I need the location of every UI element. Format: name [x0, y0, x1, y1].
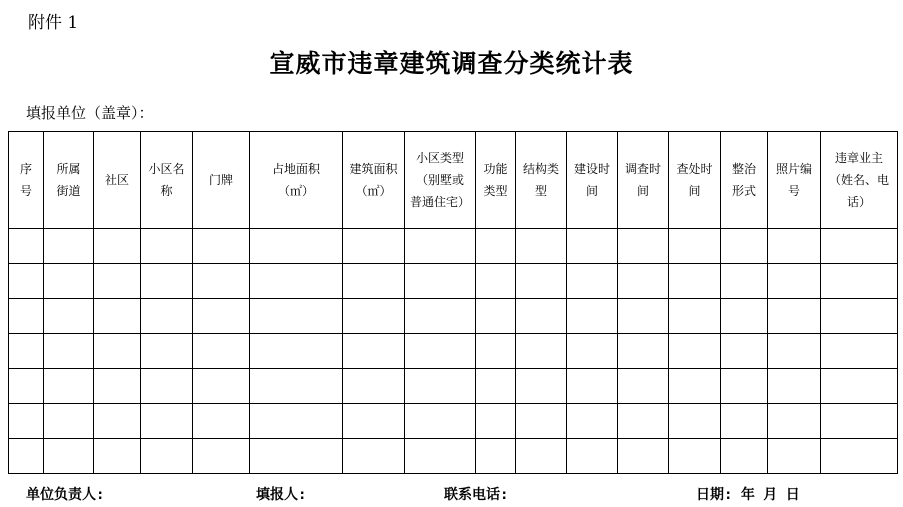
table-row	[9, 369, 898, 404]
column-header-line: 查处时	[676, 162, 713, 176]
table-cell	[618, 404, 669, 439]
table-cell	[516, 369, 567, 404]
statistics-table	[8, 131, 898, 474]
table-cell	[721, 404, 768, 439]
table-cell	[44, 229, 94, 264]
column-header-line: 间	[585, 184, 598, 198]
table-cell	[9, 334, 44, 369]
table-cell	[94, 334, 141, 369]
table-cell	[768, 229, 821, 264]
table-cell	[567, 404, 618, 439]
column-header-line: 整治	[731, 162, 756, 176]
table-cell	[250, 369, 343, 404]
column-header-line: 小区类型	[415, 151, 464, 165]
attachment-label: 附件 1	[28, 13, 79, 33]
table-cell	[44, 439, 94, 474]
column-header	[141, 132, 193, 229]
table-cell	[44, 264, 94, 299]
column-header	[94, 132, 141, 229]
column-header-line: 调查时	[624, 162, 661, 176]
table-cell	[821, 264, 898, 299]
column-header	[476, 132, 516, 229]
column-header	[669, 132, 721, 229]
table-cell	[44, 404, 94, 439]
table-cell	[567, 334, 618, 369]
table-cell	[476, 299, 516, 334]
table-cell	[821, 299, 898, 334]
table-cell	[476, 229, 516, 264]
table-cell	[768, 404, 821, 439]
table-header-row	[9, 132, 898, 229]
table-cell	[193, 439, 250, 474]
table-cell	[193, 264, 250, 299]
table-cell	[821, 334, 898, 369]
table-cell	[768, 334, 821, 369]
table-cell	[250, 229, 343, 264]
table-cell	[567, 299, 618, 334]
table-cell	[476, 404, 516, 439]
table-cell	[405, 229, 476, 264]
column-header-line: 建筑面积	[349, 162, 398, 176]
document-title: 宣威市违章建筑调查分类统计表	[269, 49, 634, 78]
table-cell	[567, 369, 618, 404]
table-cell	[618, 439, 669, 474]
column-header	[343, 132, 405, 229]
table-cell	[669, 404, 721, 439]
table-cell	[193, 334, 250, 369]
table-cell	[476, 439, 516, 474]
table-cell	[141, 334, 193, 369]
table-cell	[669, 439, 721, 474]
column-header-line: 称	[160, 184, 173, 198]
table-cell	[618, 299, 669, 334]
table-cell	[44, 334, 94, 369]
table-cell	[669, 264, 721, 299]
table-cell	[516, 229, 567, 264]
column-header-line: 话）	[846, 195, 871, 209]
table-cell	[669, 369, 721, 404]
table-row	[9, 404, 898, 439]
table-cell	[618, 334, 669, 369]
column-header	[44, 132, 94, 229]
table-cell	[405, 369, 476, 404]
column-header	[821, 132, 898, 229]
table-cell	[250, 264, 343, 299]
table-cell	[250, 439, 343, 474]
table-cell	[94, 369, 141, 404]
table-cell	[476, 369, 516, 404]
table-cell	[618, 369, 669, 404]
table-cell	[721, 264, 768, 299]
column-header	[516, 132, 567, 229]
table-cell	[405, 334, 476, 369]
table-cell	[250, 404, 343, 439]
column-header-line: 街道	[56, 184, 81, 198]
table-cell	[618, 229, 669, 264]
table-cell	[44, 299, 94, 334]
table-cell	[618, 264, 669, 299]
column-header-line: 违章业主	[834, 151, 883, 165]
column-header-line: 功能	[483, 162, 508, 176]
table-cell	[193, 229, 250, 264]
date-label: 日期: 年 月 日	[696, 487, 800, 503]
table-cell	[193, 404, 250, 439]
table-cell	[94, 404, 141, 439]
table-cell	[516, 264, 567, 299]
table-cell	[405, 439, 476, 474]
table-cell	[141, 229, 193, 264]
column-header-line: 类型	[483, 184, 508, 198]
column-header	[721, 132, 768, 229]
column-header-line: 间	[688, 184, 701, 198]
table-cell	[9, 439, 44, 474]
table-cell	[821, 439, 898, 474]
filler-label: 填报人:	[256, 487, 307, 503]
column-header-line: 小区名	[148, 162, 185, 176]
table-cell	[768, 299, 821, 334]
table-cell	[821, 404, 898, 439]
table-cell	[516, 439, 567, 474]
table-row	[9, 299, 898, 334]
table-cell	[721, 334, 768, 369]
column-header-line: （别墅或	[415, 173, 464, 187]
column-header-line: 门牌	[208, 173, 233, 187]
column-header-line: 号	[19, 184, 32, 198]
signature-footer	[0, 484, 903, 504]
table-cell	[405, 264, 476, 299]
table-cell	[768, 439, 821, 474]
table-row	[9, 264, 898, 299]
table-row	[9, 229, 898, 264]
table-cell	[141, 369, 193, 404]
table-cell	[476, 334, 516, 369]
column-header-line: 序	[19, 162, 32, 176]
table-cell	[94, 299, 141, 334]
table-cell	[721, 439, 768, 474]
column-header	[405, 132, 476, 229]
table-cell	[721, 369, 768, 404]
table-cell	[343, 334, 405, 369]
table-cell	[141, 404, 193, 439]
table-cell	[193, 369, 250, 404]
table-cell	[476, 264, 516, 299]
column-header	[9, 132, 44, 229]
column-header-line: （㎡）	[355, 184, 392, 198]
table-cell	[9, 264, 44, 299]
table-cell	[9, 404, 44, 439]
table-cell	[141, 264, 193, 299]
column-header-line: 所属	[56, 162, 81, 176]
column-header-line: 普通住宅）	[409, 195, 470, 209]
table-cell	[768, 369, 821, 404]
column-header-line: （㎡）	[277, 184, 314, 198]
responsible-person-label: 单位负责人:	[26, 487, 105, 503]
column-header	[193, 132, 250, 229]
table-cell	[343, 299, 405, 334]
table-cell	[669, 229, 721, 264]
table-cell	[343, 369, 405, 404]
reporting-unit-label: 填报单位（盖章）：	[26, 104, 154, 122]
table-cell	[9, 369, 44, 404]
column-header	[567, 132, 618, 229]
table-cell	[250, 299, 343, 334]
column-header-line: 号	[787, 184, 800, 198]
table-cell	[141, 299, 193, 334]
column-header	[618, 132, 669, 229]
column-header-line: 形式	[731, 184, 756, 198]
column-header	[250, 132, 343, 229]
table-cell	[250, 334, 343, 369]
table-cell	[721, 299, 768, 334]
column-header-line: 结构类	[522, 162, 559, 176]
contact-phone-label: 联系电话:	[444, 487, 509, 503]
table-cell	[44, 369, 94, 404]
table-cell	[193, 299, 250, 334]
column-header-line: 照片编	[775, 162, 812, 176]
column-header-line: 社区	[104, 173, 129, 187]
table-cell	[9, 299, 44, 334]
table-cell	[669, 334, 721, 369]
column-header	[768, 132, 821, 229]
table-row	[9, 439, 898, 474]
table-cell	[94, 229, 141, 264]
table-cell	[343, 439, 405, 474]
column-header-line: 占地面积	[271, 162, 320, 176]
column-header-line: 建设时	[573, 162, 610, 176]
table-cell	[94, 439, 141, 474]
table-cell	[516, 334, 567, 369]
column-header-line: 型	[534, 184, 547, 198]
table-cell	[567, 264, 618, 299]
table-cell	[343, 229, 405, 264]
table-cell	[821, 229, 898, 264]
table-cell	[343, 264, 405, 299]
table-cell	[721, 229, 768, 264]
column-header-line: （姓名、电	[828, 173, 889, 187]
table-cell	[821, 369, 898, 404]
table-cell	[343, 404, 405, 439]
table-row	[9, 334, 898, 369]
table-cell	[405, 404, 476, 439]
table-cell	[9, 229, 44, 264]
column-header-line: 间	[636, 184, 649, 198]
table-cell	[405, 299, 476, 334]
table-cell	[141, 439, 193, 474]
table-cell	[669, 299, 721, 334]
table-cell	[567, 439, 618, 474]
table-cell	[516, 299, 567, 334]
table-cell	[567, 229, 618, 264]
table-cell	[768, 264, 821, 299]
table-cell	[516, 404, 567, 439]
table-cell	[94, 264, 141, 299]
